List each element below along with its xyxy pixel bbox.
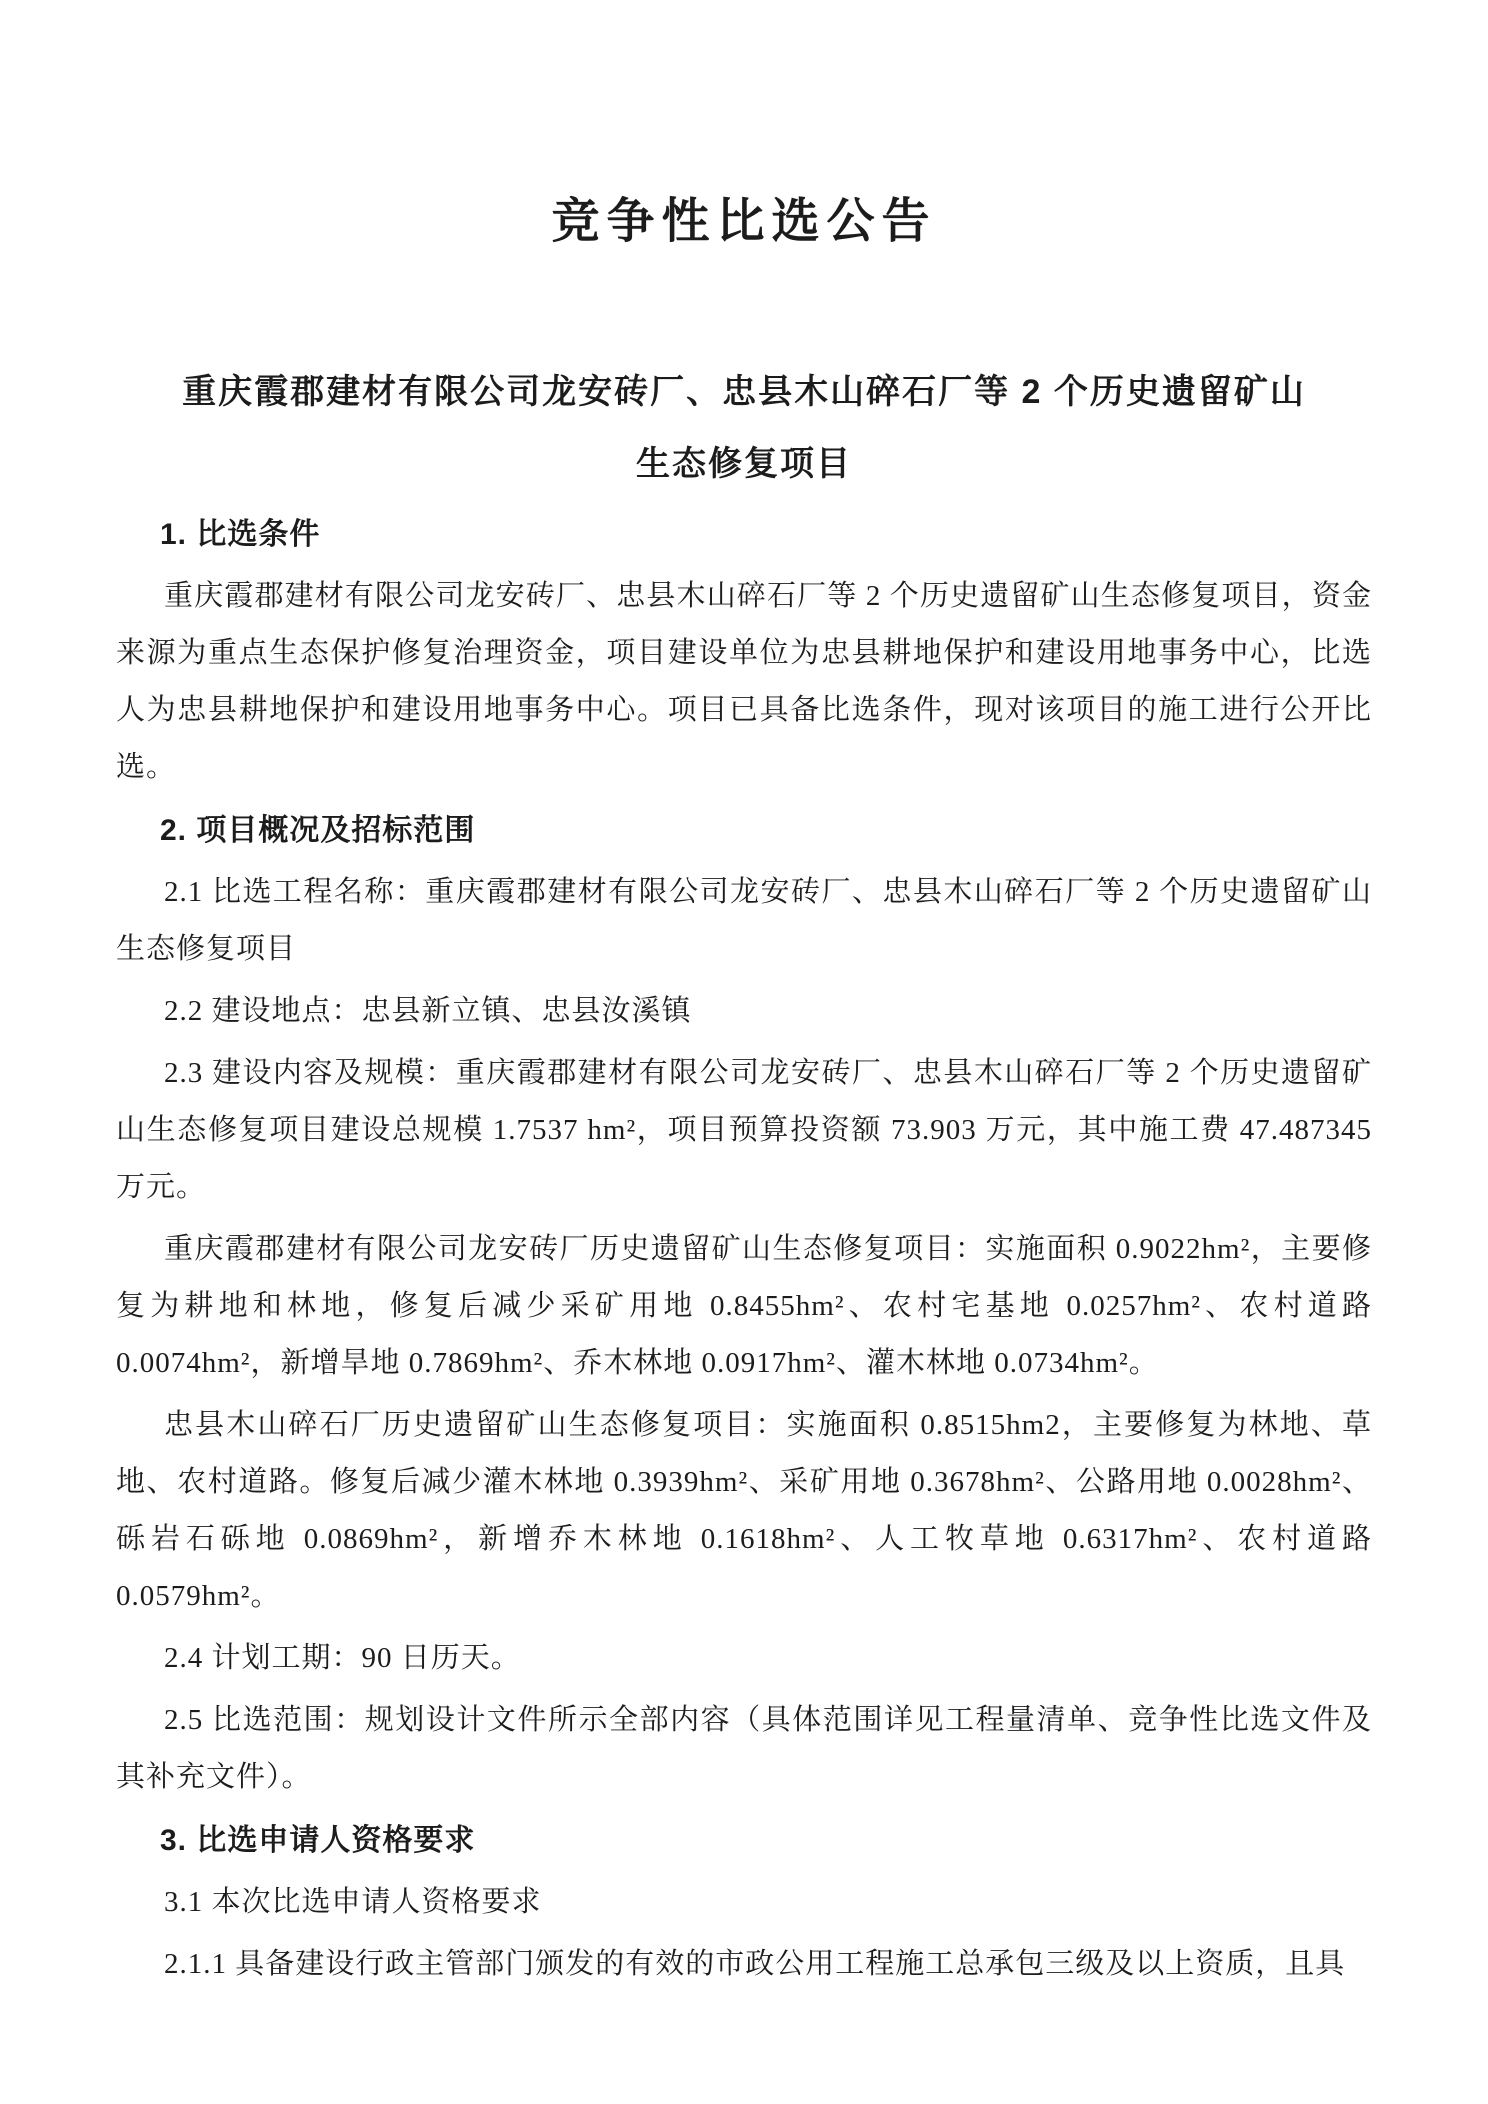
paragraph-bid-conditions: 重庆霞郡建材有限公司龙安砖厂、忠县木山碎石厂等 2 个历史遗留矿山生态修复项目，资金来源为重点生态保护修复治理资金，项目建设单位为忠县耕地保护和建设用地事务中心，比选人为忠县耕地保护和建设用地事务中心。项目已具备比选条件，现对该项目的施工进行公开比选。 bbox=[116, 580, 1372, 783]
project-subtitle bbox=[116, 356, 1372, 500]
clause-2-5-bid-scope: 2.5 比选范围：规划设计文件所示全部内容（具体范围详见工程量清单、竞争性比选文件及其补充文件）。 bbox=[116, 1704, 1372, 1793]
paragraph-mushan-quarry-project: 忠县木山碎石厂历史遗留矿山生态修复项目：实施面积 0.8515hm2，主要修复为林地、草地、农村道路。修复后减少灌木林地 0.3939hm²、采矿用地 0.3678hm²、公路用地 0.0028hm²、砾岩石砾地 0.0869hm²，新增乔木林地 0.1618hm²、人工牧草地 0.6317hm²、农村道路 0.0579hm²。 bbox=[116, 1409, 1372, 1612]
section-3-heading: 3. 比选申请人资格要求 bbox=[160, 1824, 476, 1857]
clause-2-1-project-name: 2.1 比选工程名称：重庆霞郡建材有限公司龙安砖厂、忠县木山碎石厂等 2 个历史遗留矿山生态修复项目 bbox=[116, 876, 1372, 965]
section-2-heading: 2. 项目概况及招标范围 bbox=[160, 814, 476, 847]
clause-2-2-location: 2.2 建设地点：忠县新立镇、忠县汝溪镇 bbox=[164, 995, 692, 1027]
page-title: 竞争性比选公告 bbox=[551, 195, 937, 248]
document-content bbox=[0, 196, 1488, 1993]
paragraph-longan-brickyard-project: 重庆霞郡建材有限公司龙安砖厂历史遗留矿山生态修复项目：实施面积 0.9022hm²，主要修复为耕地和林地，修复后减少采矿用地 0.8455hm²、农村宅基地 0.0257hm²、农村道路 0.0074hm²，新增旱地 0.7869hm²、乔木林地 0.0917hm²、灌木林地 0.0734hm²。 bbox=[116, 1233, 1372, 1379]
project-subtitle-line-2: 生态修复项目 bbox=[636, 445, 852, 483]
section-1-heading: 1. 比选条件 bbox=[160, 518, 321, 551]
clause-3-1-qualification-requirements: 3.1 本次比选申请人资格要求 bbox=[164, 1886, 542, 1918]
clause-2-4-schedule: 2.4 计划工期：90 日历天。 bbox=[164, 1642, 521, 1674]
project-subtitle-line-1: 重庆霞郡建材有限公司龙安砖厂、忠县木山碎石厂等 2 个历史遗留矿山 bbox=[182, 373, 1306, 411]
clause-2-1-1-qualification-detail: 2.1.1 具备建设行政主管部门颁发的有效的市政公用工程施工总承包三级及以上资质，且具 bbox=[164, 1948, 1346, 1980]
clause-2-3-scope-scale: 2.3 建设内容及规模：重庆霞郡建材有限公司龙安砖厂、忠县木山碎石厂等 2 个历史遗留矿山生态修复项目建设总规模 1.7537 hm²，项目预算投资额 73.903 万元，其中施工费 47.487345 万元。 bbox=[116, 1057, 1372, 1203]
